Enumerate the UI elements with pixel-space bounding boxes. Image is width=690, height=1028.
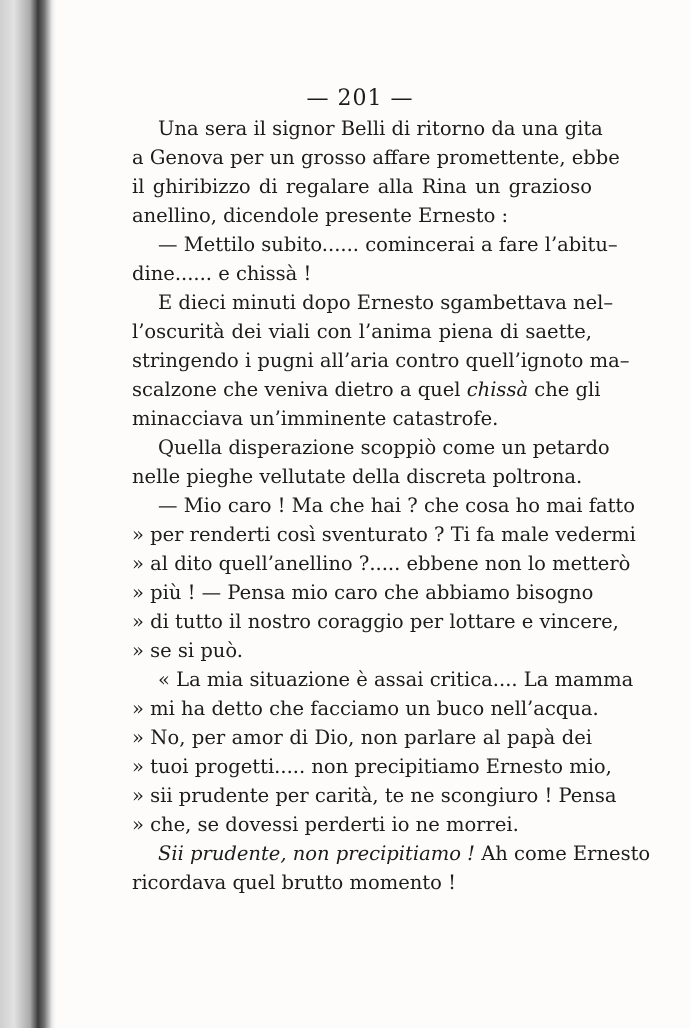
text-line: nelle pieghe vellutate della discreta poltrona. xyxy=(132,465,583,488)
emphasis-phrase: Sii prudente, non precipitiamo ! xyxy=(158,842,475,865)
text-line: » di tutto il nostro coraggio per lottare e vincere, xyxy=(132,610,619,633)
page-number: — 201 — xyxy=(306,86,414,111)
text-line: » più ! — Pensa mio caro che abbiamo bisogno xyxy=(132,581,594,604)
text-line: anellino, dicendole presente Ernesto : xyxy=(132,204,509,227)
text-line: il ghiribizzo di regalare alla Rina un grazioso xyxy=(132,175,592,198)
text-line: » sii prudente per carità, te ne scongiuro ! Pensa xyxy=(132,784,617,807)
text-line: stringendo i pugni all’aria contro quell’ignoto ma– xyxy=(132,349,630,372)
text-line: l’oscurità dei viali con l’anima piena di saette, xyxy=(132,320,592,343)
text-line: » se si può. xyxy=(132,639,243,662)
text-line: a Genova per un grosso affare promettente, ebbe xyxy=(132,146,620,169)
text-line: minacciava un’imminente catastrofe. xyxy=(132,407,499,430)
text-line: Quella disperazione scoppiò come un petardo xyxy=(158,436,610,459)
text-line xyxy=(132,839,651,868)
book-spine-shadow xyxy=(0,0,56,1028)
text-line: » tuoi progetti..... non precipitiamo Ernesto mio, xyxy=(132,755,612,778)
text-line: » per renderti così sventurato ? Ti fa male vedermi xyxy=(132,523,636,546)
body-text xyxy=(132,114,651,897)
text-line: ricordava quel brutto momento ! xyxy=(132,871,456,894)
emphasis-word: chissà xyxy=(466,378,529,401)
text-fragment: Ah come Ernesto xyxy=(475,842,651,865)
text-line: » che, se dovessi perderti io ne morrei. xyxy=(132,813,519,836)
text-fragment: che gli xyxy=(528,378,601,401)
text-line: » al dito quell’anellino ?..... ebbene non lo metterò xyxy=(132,552,631,575)
text-line: — Mettilo subito...... comincerai a fare l’abitu– xyxy=(158,233,618,256)
text-line: « La mia situazione è assai critica.... La mamma xyxy=(158,668,634,691)
text-line: Una sera il signor Belli di ritorno da una gita xyxy=(158,117,603,140)
text-line xyxy=(132,375,601,404)
text-line: E dieci minuti dopo Ernesto sgambettava nel– xyxy=(158,291,614,314)
text-line: dine...... e chissà ! xyxy=(132,262,312,285)
text-line: » No, per amor di Dio, non parlare al papà dei xyxy=(132,726,592,749)
text-fragment: scalzone che veniva dietro a quel xyxy=(132,378,467,401)
text-line: — Mio caro ! Ma che hai ? che cosa ho mai fatto xyxy=(158,494,635,517)
text-line: » mi ha detto che facciamo un buco nell’acqua. xyxy=(132,697,599,720)
